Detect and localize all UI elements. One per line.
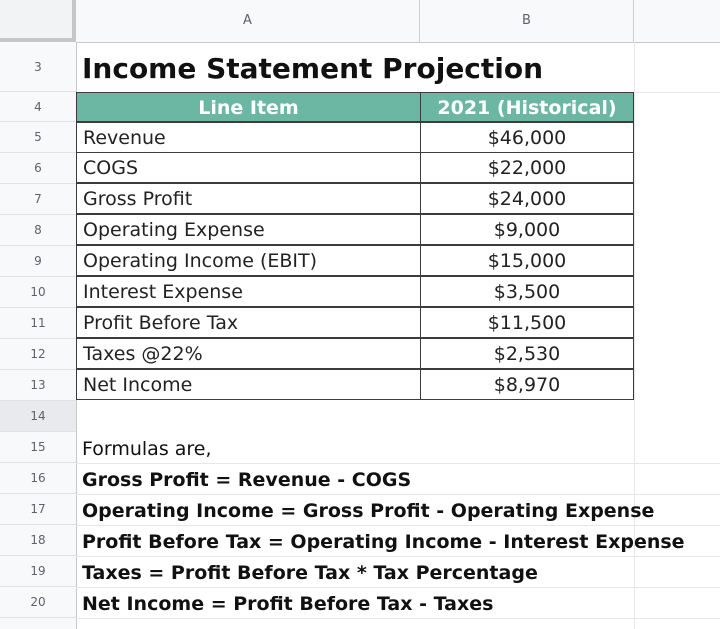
table-cell-value[interactable]: $15,000 [420,245,634,276]
row-header[interactable]: 3 [0,42,76,92]
row-header[interactable]: 10 [0,277,76,308]
row-header[interactable]: 12 [0,339,76,370]
formula-line: Operating Income = Gross Profit - Operating Expense [82,500,655,522]
row-header[interactable]: 7 [0,184,76,215]
row-header[interactable]: 19 [0,556,76,587]
column-header-bar [0,0,720,43]
gridline [76,587,720,588]
select-all-corner[interactable] [0,0,76,42]
row-header[interactable]: 5 [0,122,76,153]
column-header-c[interactable] [634,0,720,42]
table-cell-value[interactable]: $46,000 [420,122,634,153]
formula-line: Profit Before Tax = Operating Income - Interest Expense [82,531,685,553]
table-cell-line-item[interactable]: Operating Expense [76,214,421,245]
table-cell-value[interactable]: $3,500 [420,276,634,307]
formula-line: Taxes = Profit Before Tax * Tax Percentage [82,562,538,584]
row-header[interactable]: 14 [0,401,76,432]
table-cell-value[interactable]: $22,000 [420,152,634,183]
row-header-column [0,42,77,629]
table-cell-line-item[interactable]: Gross Profit [76,183,421,214]
gridline [76,556,720,557]
table-cell-line-item[interactable]: COGS [76,152,421,183]
row-header[interactable]: 9 [0,246,76,277]
gridline [76,618,720,619]
column-header-a[interactable]: A [76,0,420,42]
gridline [76,525,720,526]
table-cell-value[interactable]: $9,000 [420,214,634,245]
table-header-2021[interactable]: 2021 (Historical) [420,92,634,122]
table-cell-line-item[interactable]: Profit Before Tax [76,307,421,338]
row-header[interactable]: 8 [0,215,76,246]
table-cell-line-item[interactable]: Taxes @22% [76,338,421,369]
sheet-title: Income Statement Projection [82,52,544,85]
row-header[interactable]: 6 [0,153,76,184]
table-cell-line-item[interactable]: Net Income [76,369,421,400]
table-cell-value[interactable]: $8,970 [420,369,634,400]
row-header[interactable]: 18 [0,525,76,556]
table-cell-line-item[interactable]: Revenue [76,122,421,153]
row-header[interactable]: 4 [0,92,76,122]
table-header-line-item[interactable]: Line Item [76,92,421,122]
formulas-intro: Formulas are, [82,438,212,460]
row-header[interactable]: 13 [0,370,76,401]
row-header[interactable]: 20 [0,587,76,618]
row-header[interactable]: 17 [0,494,76,525]
formula-line: Net Income = Profit Before Tax - Taxes [82,593,494,615]
table-cell-line-item[interactable]: Operating Income (EBIT) [76,245,421,276]
row-header[interactable]: 15 [0,432,76,463]
table-cell-value[interactable]: $11,500 [420,307,634,338]
gridline [76,463,720,464]
row-header[interactable]: 16 [0,463,76,494]
table-cell-line-item[interactable]: Interest Expense [76,276,421,307]
row-header[interactable]: 11 [0,308,76,339]
column-header-b[interactable]: B [420,0,634,42]
table-cell-value[interactable]: $24,000 [420,183,634,214]
formula-line: Gross Profit = Revenue - COGS [82,469,412,491]
table-cell-value[interactable]: $2,530 [420,338,634,369]
gridline [76,494,720,495]
